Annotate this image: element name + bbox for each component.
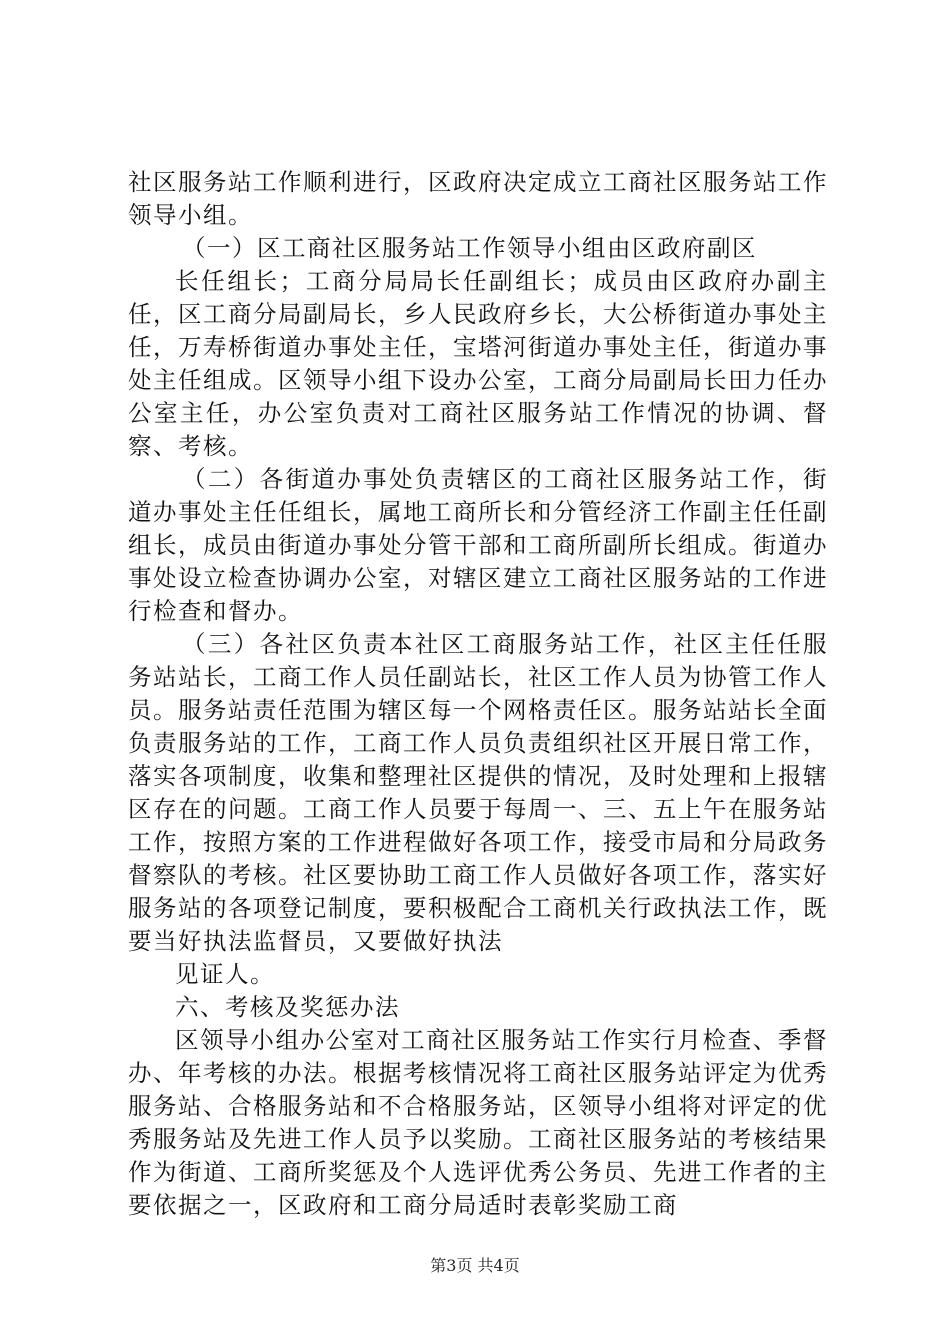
page-footer: 第3页 共4页 — [430, 1256, 520, 1275]
paragraph-4: （二）各街道办事处负责辖区的工商社区服务站工作，街道办事处主任任组长，属地工商所长和分管经济工作副主任任副组长，成员由街道办事处分管干部和工商所副所长组成。街道办事处设立检查协调办公室，对辖区建立工商社区服务站的工作进行检查和督办。 — [128, 465, 828, 625]
paragraph-2: （一）区工商社区服务站工作领导小组由区政府副区 — [182, 234, 757, 262]
paragraph-6: 见证人。 — [175, 960, 275, 988]
paragraph-5: （三）各社区负责本社区工商服务站工作，社区主任任服务站站长，工商工作人员任副站长，社区工作人员为协管工作人员。服务站责任范围为辖区每一个网格责任区。服务站站长全面负责服务站的工作，工商工作人员负责组织社区开展日常工作，落实各项制度，收集和整理社区提供的情况，及时处理和上报辖区存在的问题。工商工作人员要于每周一、三、五上午在服务站工作，按照方案的工作进程做好各项工作，接受市局和分局政务督察队的考核。社区要协助工商工作人员做好各项工作，落实好服务站的各项登记制度，要积极配合工商机关行政执法工作，既要当好执法监督员，又要做好执法 — [128, 630, 828, 955]
paragraph-3: 长任组长；工商分局局长任副组长；成员由区政府办副主任，区工商分局副局长，乡人民政府乡长，大公桥街道办事处主任，万寿桥街道办事处主任，宝塔河街道办事处主任，街道办事处主任组成。区领导小组下设办公室，工商分局副局长田力任办公室主任，办公室负责对工商社区服务站工作情况的协调、督察、考核。 — [128, 267, 828, 460]
paragraph-1: 社区服务站工作顺利进行，区政府决定成立工商社区服务站工作领导小组。 — [128, 168, 828, 229]
paragraph-8: 区领导小组办公室对工商社区服务站工作实行月检查、季督办、年考核的办法。根据考核情况将工商社区服务站评定为优秀服务站、合格服务站和不合格服务站，区领导小组将对评定的优秀服务站及先进工作人员予以奖励。工商社区服务站的考核结果作为街道、工商所奖惩及个人选评优秀公务员、先进工作者的主要依据之一，区政府和工商分局适时表彰奖励工商 — [128, 1026, 828, 1219]
section-heading: 六、考核及奖惩办法 — [175, 993, 400, 1021]
document-body — [128, 166, 828, 1222]
